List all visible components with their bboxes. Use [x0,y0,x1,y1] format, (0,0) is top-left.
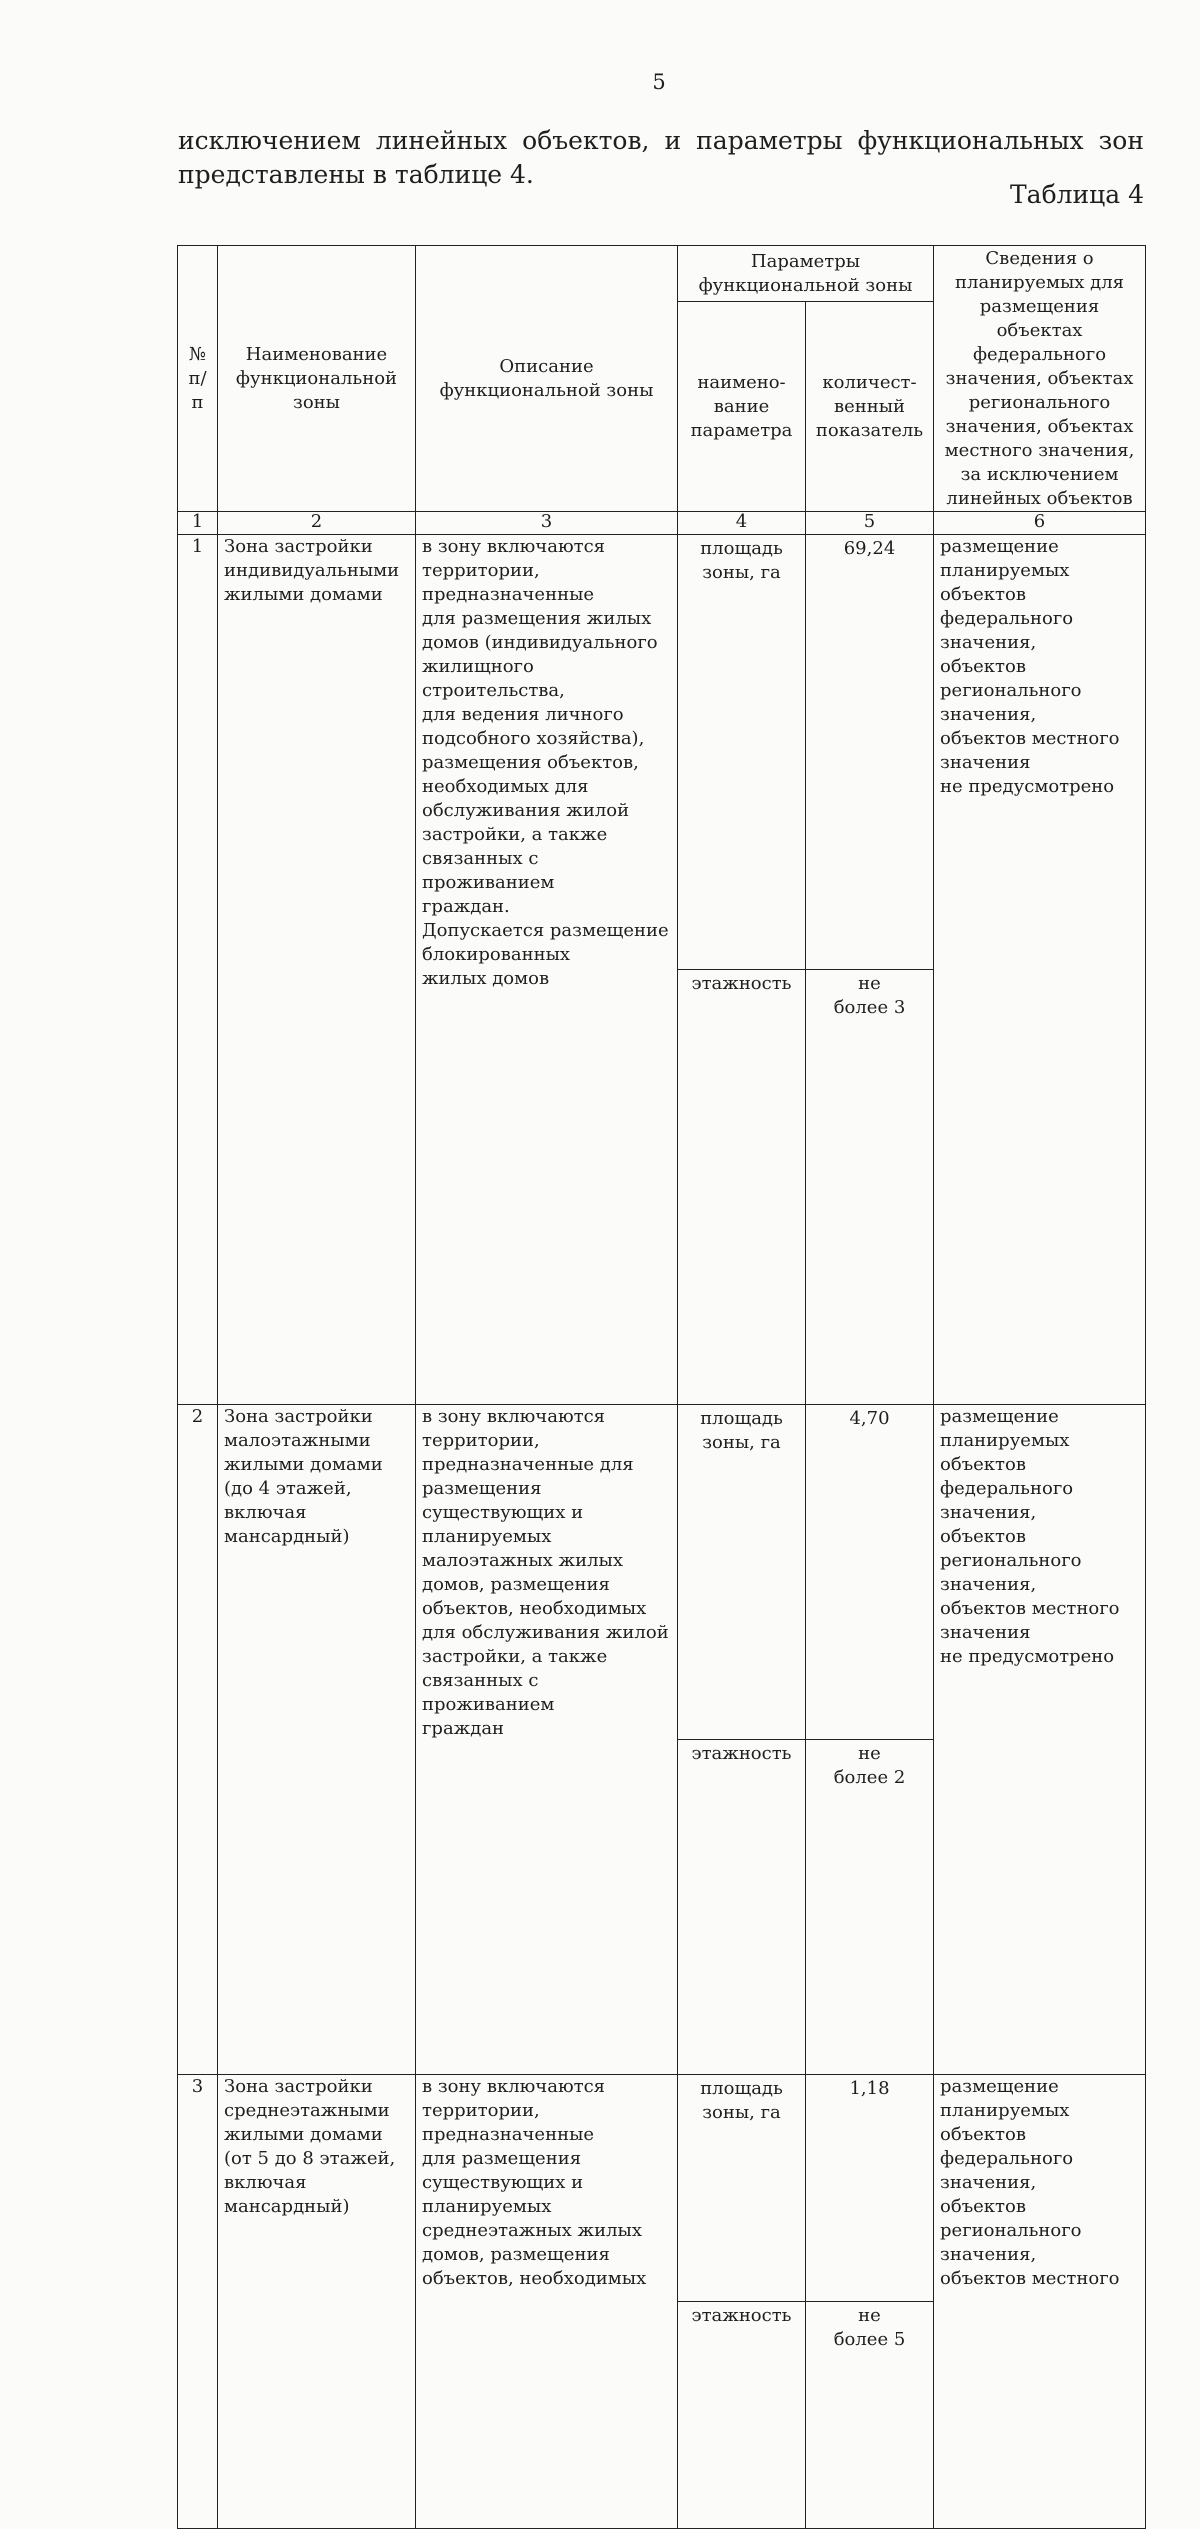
intro-line-1: исключением линейных объектов, и параметры функциональных зон [178,126,1144,155]
column-number: 5 [806,512,934,535]
header-num: № п/п [178,246,218,512]
param-floors-value: не более 3 [806,970,934,1405]
param-floors-name: этажность [691,1743,792,1764]
header-name: Наименование функциональной зоны [218,246,416,512]
zone-params [678,2075,934,2529]
param-area-value: 69,24 [806,535,934,970]
zone-name: Зона застройки среднеэтажными жилыми домами (от 5 до 8 этажей, включая мансардный) [218,2075,416,2529]
column-number: 6 [934,512,1146,535]
param-area-value: 4,70 [806,1405,934,1740]
zone-description: в зону включаются территории, предназначенные для размещения существующих и планируемых малоэтажных жилых домов, размещения объектов, необходимых для обслуживания жилой застройки, а также связанных с проживанием граждан [416,1405,678,2075]
intro-paragraph [178,124,1144,192]
param-floors-value: не более 2 [806,1740,934,2075]
intro-line-2: представлены в таблице 4. [178,160,534,189]
column-numbers-row [178,512,1146,535]
zone-params [678,1405,934,2075]
table-header-row [178,246,1146,302]
row-num: 1 [178,535,218,1405]
params-inner-table [678,2075,933,2528]
header-params-group: Параметры функциональной зоны [678,246,934,302]
header-description: Описание функциональной зоны [416,246,678,512]
zone-name: Зона застройки малоэтажными жилыми домами (до 4 этажей, включая мансардный) [218,1405,416,2075]
column-number: 3 [416,512,678,535]
zone-description: в зону включаются территории, предназначенные для размещения существующих и планируемых среднеэтажных жилых домов, размещения объектов, необходимых [416,2075,678,2529]
param-floors-name: этажность [691,2305,792,2326]
column-number: 4 [678,512,806,535]
param-area-value: 1,18 [806,2075,934,2302]
zone-info: размещение планируемых объектов федерального значения, объектов регионального значения, объектов местного значения не предусмотрено [934,1405,1146,2075]
table-row [178,1405,1146,2075]
zone-description: в зону включаются территории, предназначенные для размещения жилых домов (индивидуального жилищного строительства, для ведения личного подсобного хозяйства), размещения объектов, необходимых для обслуживания жилой застройки, а также связанных с проживанием граждан. Допускается размещение блокированных жилых домов [416,535,678,1405]
page-number: 5 [652,70,666,94]
zone-info: размещение планируемых объектов федерального значения, объектов регионального значения, объектов местного [934,2075,1146,2529]
zone-params [678,535,934,1405]
param-area-name: площадь зоны, га [678,535,806,970]
table-row [178,2075,1146,2529]
zones-table [177,245,1146,2529]
table-caption: Таблица 4 [1009,180,1144,209]
column-number: 2 [218,512,416,535]
param-floors-name: этажность [691,973,792,994]
row-num: 2 [178,1405,218,2075]
param-area-name: площадь зоны, га [678,2075,806,2302]
column-number: 1 [178,512,218,535]
zone-name: Зона застройки индивидуальными жилыми домами [218,535,416,1405]
param-area-name: площадь зоны, га [678,1405,806,1740]
header-param-value: количест- венный показатель [806,302,934,512]
table-row [178,535,1146,1405]
params-inner-table [678,535,933,1404]
row-num: 3 [178,2075,218,2529]
zone-info: размещение планируемых объектов федерального значения, объектов регионального значения, объектов местного значения не предусмотрено [934,535,1146,1405]
header-info: Сведения о планируемых для размещения объектах федерального значения, объектах регионального значения, объектах местного значения, за исключением линейных объектов [934,246,1146,512]
param-floors-value: не более 5 [806,2302,934,2529]
header-param-name: наимено- вание параметра [678,302,806,512]
params-inner-table [678,1405,933,2074]
